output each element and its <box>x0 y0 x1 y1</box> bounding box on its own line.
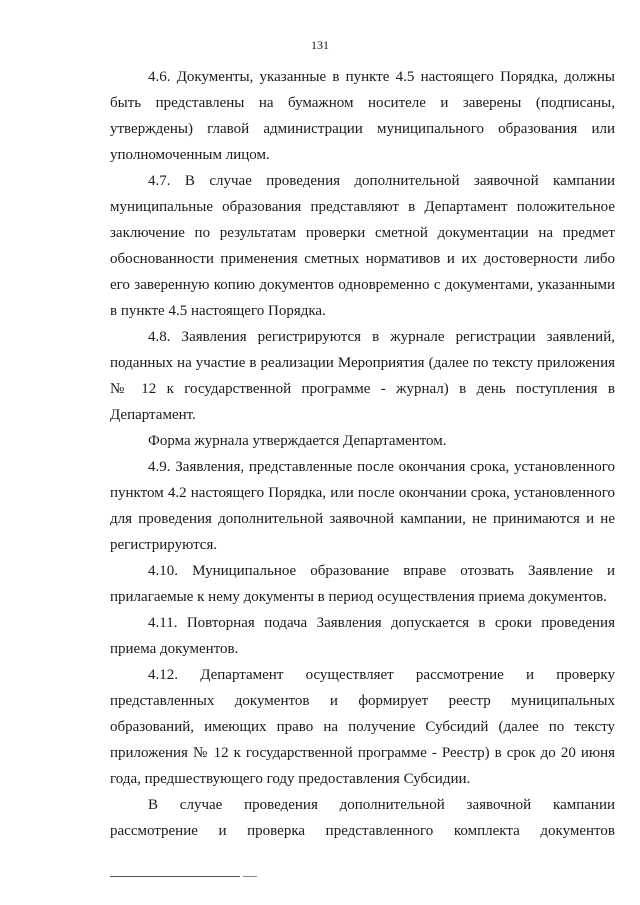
footer-dash <box>243 876 257 877</box>
page-number: 131 <box>311 38 329 52</box>
paragraph-4-8: 4.8. Заявления регистрируются в журнале регистрации заявлений, поданных на участие в реализации Мероприятия (далее по тексту приложения № 12 к государственной программе - журнал) в день поступления в Департамент. <box>110 329 615 423</box>
paragraph-journal-form: Форма журнала утверждается Департаментом. <box>148 433 447 449</box>
paragraph-additional-campaign: В случае проведения дополнительной заявочной кампании рассмотрение и проверка представленного комплекта документов <box>110 797 615 839</box>
document-body <box>110 64 615 844</box>
paragraph-4-6: 4.6. Документы, указанные в пункте 4.5 настоящего Порядка, должны быть представлены на бумажном носителе и заверены (подписаны, утверждены) главой администрации муниципального образования или уполномоченным лицом. <box>110 69 615 163</box>
paragraph-4-12: 4.12. Департамент осуществляет рассмотрение и проверку представленных документов и формирует реестр муниципальных образований, имеющих право на получение Субсидий (далее по тексту приложения № 12 к государственной программе - Реестр) в срок до 20 июня года, предшествующего году предоставления Субсидии. <box>110 667 615 787</box>
paragraph-4-7: 4.7. В случае проведения дополнительной заявочной кампании муниципальные образования представляют в Департамент положительное заключение по результатам проверки сметной документации на предмет обоснованности применения сметных нормативов и их достоверности либо его заверенную копию документов одновременно с документами, указанными в пункте 4.5 настоящего Порядка. <box>110 173 615 319</box>
paragraph-4-11: 4.11. Повторная подача Заявления допускается в сроки проведения приема документов. <box>110 615 615 657</box>
paragraph-4-10: 4.10. Муниципальное образование вправе отозвать Заявление и прилагаемые к нему документы в период осуществления приема документов. <box>110 563 615 605</box>
footer-rule <box>110 876 240 877</box>
paragraph-4-9: 4.9. Заявления, представленные после окончания срока, установленного пунктом 4.2 настоящего Порядка, или после окончании срока, установленного для проведения дополнительной заявочной кампании, не принимаются и не регистрируются. <box>110 459 615 553</box>
